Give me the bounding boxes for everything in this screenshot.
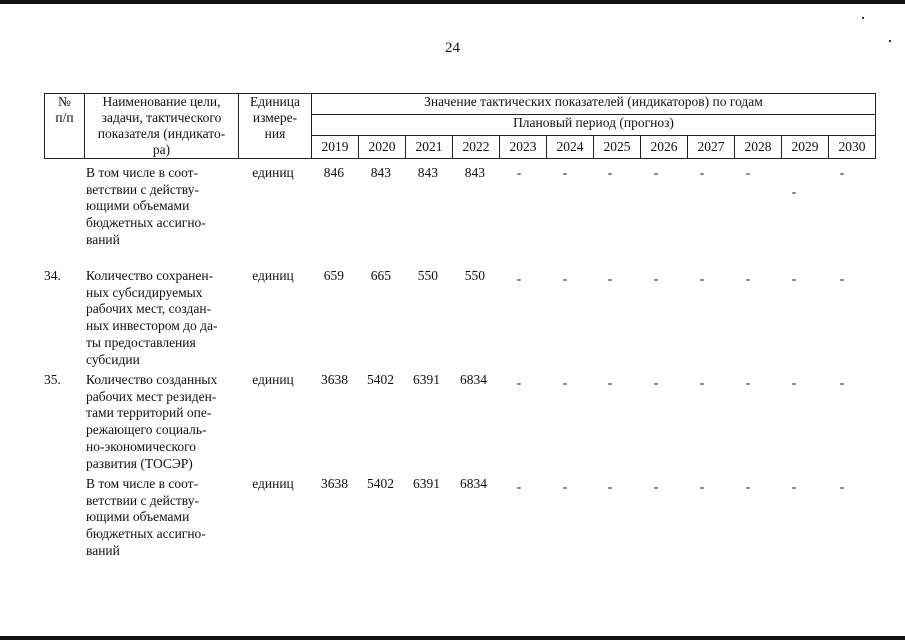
row-34-value-2020: 665: [370, 268, 391, 283]
row-4-value-2020: 5402: [367, 476, 394, 491]
name-line: ветствии с действу-: [86, 181, 199, 197]
header-text: п/п: [55, 110, 74, 125]
header-text: измере-: [252, 110, 298, 125]
scan-speck: [862, 17, 864, 19]
header-text: Наименование цели,: [102, 94, 221, 109]
row-35-dash: -: [745, 375, 751, 390]
scan-top-edge: [0, 0, 905, 4]
row-1-dash: -: [653, 165, 659, 180]
header-text: Единица: [249, 94, 300, 109]
name-line: развития (ТОСЭР): [86, 455, 193, 471]
row-34-unit: единиц: [252, 268, 294, 283]
name-line: рабочих мест резиден-: [86, 388, 217, 404]
row-1-value-2019: 846: [323, 165, 344, 180]
indicator-table-header: [44, 93, 876, 159]
row-1-dash: -: [745, 165, 751, 180]
row-1-dash: -: [562, 165, 568, 180]
name-line: но-экономического: [86, 438, 197, 454]
header-year: 2025: [594, 136, 641, 159]
row-1-dash: -: [791, 184, 797, 199]
row-1-value-2020: 843: [370, 165, 391, 180]
row-34-name: [86, 268, 234, 368]
header-year: 2028: [735, 136, 782, 159]
row-34-dash: -: [745, 271, 751, 286]
row-4-dash: -: [516, 479, 522, 494]
header-year: 2023: [500, 136, 547, 159]
row-35-value-2022: 6834: [460, 372, 487, 387]
header-col-no: [45, 94, 85, 159]
row-34-dash: -: [607, 271, 613, 286]
row-34-value-2022: 550: [464, 268, 485, 283]
row-35-value-2019: 3638: [321, 372, 348, 387]
header-year: 2020: [359, 136, 406, 159]
header-col-forecast: Плановый период (прогноз): [312, 115, 876, 136]
row-34-dash: -: [839, 271, 845, 286]
row-35-name: [86, 372, 234, 472]
row-4-dash: -: [791, 479, 797, 494]
row-35-dash: -: [607, 375, 613, 390]
name-line: ты предоставления: [86, 334, 196, 350]
header-col-values: Значение тактических показателей (индикаторов) по годам: [312, 94, 876, 115]
name-line: бюджетных ассигно-: [86, 526, 206, 542]
row-1-dash: -: [699, 165, 705, 180]
header-col-unit: [239, 94, 312, 159]
row-34-dash: -: [791, 271, 797, 286]
row-35-value-2020: 5402: [367, 372, 394, 387]
row-35-number: 35.: [44, 372, 61, 387]
row-4-dash: -: [699, 479, 705, 494]
row-35-dash: -: [699, 375, 705, 390]
row-35-dash: -: [839, 375, 845, 390]
name-line: Количество сохранен-: [86, 268, 214, 283]
name-line: ветствии с действу-: [86, 492, 199, 508]
page-number: 24: [445, 40, 460, 56]
row-35-dash: -: [562, 375, 568, 390]
row-35-unit: единиц: [252, 372, 294, 387]
name-line: Количество созданных: [86, 372, 218, 387]
name-line: ющими объемами: [86, 509, 190, 525]
row-4-dash: -: [607, 479, 613, 494]
row-4-dash: -: [653, 479, 659, 494]
scan-speck: [889, 40, 891, 42]
row-1-value-2022: 843: [464, 165, 485, 180]
name-line: ных субсидируемых: [86, 284, 203, 300]
row-1-name: [86, 165, 234, 249]
row-1-unit: единиц: [252, 165, 294, 180]
row-34-dash: -: [653, 271, 659, 286]
row-4-unit: единиц: [252, 476, 294, 491]
header-year: 2030: [829, 136, 876, 159]
header-text: показателя (индикато-: [97, 126, 226, 141]
row-34-value-2019: 659: [323, 268, 344, 283]
name-line: бюджетных ассигно-: [86, 215, 206, 231]
row-34-dash: -: [699, 271, 705, 286]
header-year: 2021: [406, 136, 453, 159]
header-year: 2022: [453, 136, 500, 159]
header-text: №: [58, 94, 71, 109]
row-35-dash: -: [653, 375, 659, 390]
header-year: 2026: [641, 136, 688, 159]
row-4-dash: -: [562, 479, 568, 494]
row-35-dash: -: [516, 375, 522, 390]
header-text: ния: [264, 126, 286, 141]
name-line: режающего социаль-: [86, 422, 207, 438]
row-1-dash: -: [607, 165, 613, 180]
header-year: 2024: [547, 136, 594, 159]
row-4-value-2021: 6391: [413, 476, 440, 491]
name-line: ваний: [86, 231, 120, 247]
row-34-dash: -: [516, 271, 522, 286]
row-1-dash: -: [516, 165, 522, 180]
header-text: ра): [152, 142, 171, 157]
row-1-value-2021: 843: [417, 165, 438, 180]
row-4-value-2019: 3638: [321, 476, 348, 491]
row-35-value-2021: 6391: [413, 372, 440, 387]
row-34-value-2021: 550: [417, 268, 438, 283]
row-34-number: 34.: [44, 268, 61, 283]
name-line: В том числе в соот-: [86, 165, 199, 180]
row-4-dash: -: [745, 479, 751, 494]
header-col-name: [85, 94, 239, 159]
name-line: ющими объемами: [86, 198, 190, 214]
row-35-dash: -: [791, 375, 797, 390]
row-4-value-2022: 6834: [460, 476, 487, 491]
row-34-dash: -: [562, 271, 568, 286]
row-4-name: [86, 476, 234, 560]
header-year: 2029: [782, 136, 829, 159]
name-line: субсидии: [86, 351, 140, 367]
name-line: В том числе в соот-: [86, 476, 199, 491]
row-1-dash: -: [839, 165, 845, 180]
scan-bottom-edge: [0, 636, 905, 640]
header-text: задачи, тактического: [101, 110, 222, 125]
row-4-dash: -: [839, 479, 845, 494]
name-line: рабочих мест, создан-: [86, 301, 212, 317]
name-line: ных инвестором до да-: [86, 318, 218, 334]
name-line: ваний: [86, 542, 120, 558]
header-year: 2027: [688, 136, 735, 159]
header-year: 2019: [312, 136, 359, 159]
name-line: тами территорий опе-: [86, 405, 212, 421]
